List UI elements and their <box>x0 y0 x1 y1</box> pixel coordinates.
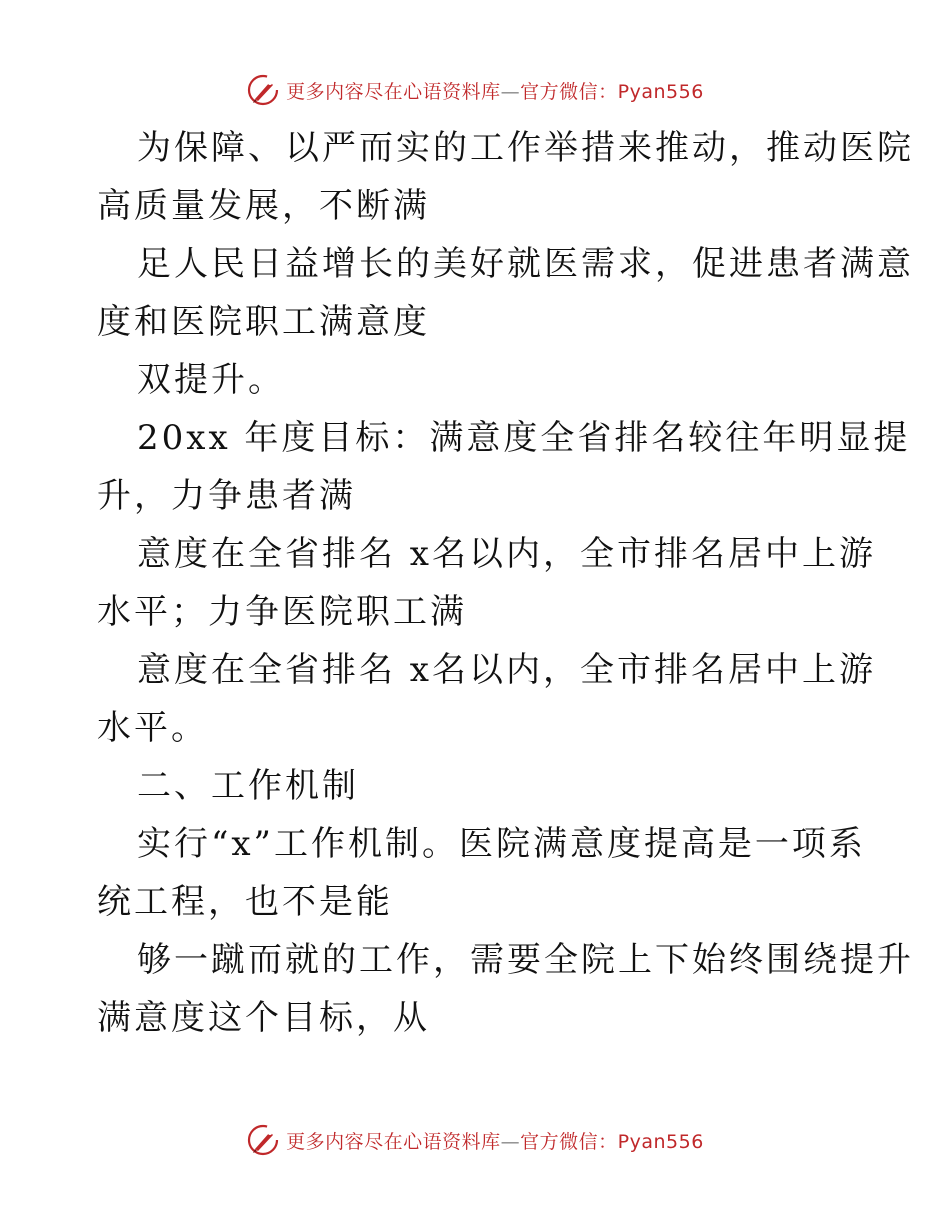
header-banner <box>0 70 950 110</box>
body-line: 20xx 年度目标：满意度全省排名较往年明显提 <box>137 418 911 458</box>
body-line: 实行“x”工作机制。医院满意度提高是一项系 <box>137 824 866 864</box>
footer-banner-text: 更多内容尽在心语资料库—官方微信：Pyan556 <box>286 1130 704 1153</box>
quill-circle-logo-icon <box>246 1123 280 1157</box>
body-line: 统工程，也不是能 <box>97 882 393 922</box>
body-line: 水平；力争医院职工满 <box>97 592 467 632</box>
quill-circle-logo-icon <box>246 73 280 107</box>
body-line: 意度在全省排名 x名以内，全市排名居中上游 <box>137 534 876 574</box>
body-line: 够一蹴而就的工作，需要全院上下始终围绕提升 <box>137 940 914 980</box>
body-line: 双提升。 <box>137 360 285 400</box>
body-line: 意度在全省排名 x名以内，全市排名居中上游 <box>137 650 876 690</box>
body-line: 为保障、以严而实的工作举措来推动，推动医院 <box>137 128 914 168</box>
body-line: 升，力争患者满 <box>97 476 356 516</box>
body-line: 高质量发展，不断满 <box>97 186 430 226</box>
body-line: 水平。 <box>97 708 208 748</box>
document-body <box>97 119 914 1047</box>
body-line: 满意度这个目标，从 <box>97 998 430 1038</box>
body-line: 度和医院职工满意度 <box>97 302 430 342</box>
section-heading: 二、工作机制 <box>137 766 359 806</box>
body-line: 足人民日益增长的美好就医需求，促进患者满意 <box>137 244 914 284</box>
footer-banner <box>0 1120 950 1160</box>
header-banner-text: 更多内容尽在心语资料库—官方微信：Pyan556 <box>286 80 704 103</box>
